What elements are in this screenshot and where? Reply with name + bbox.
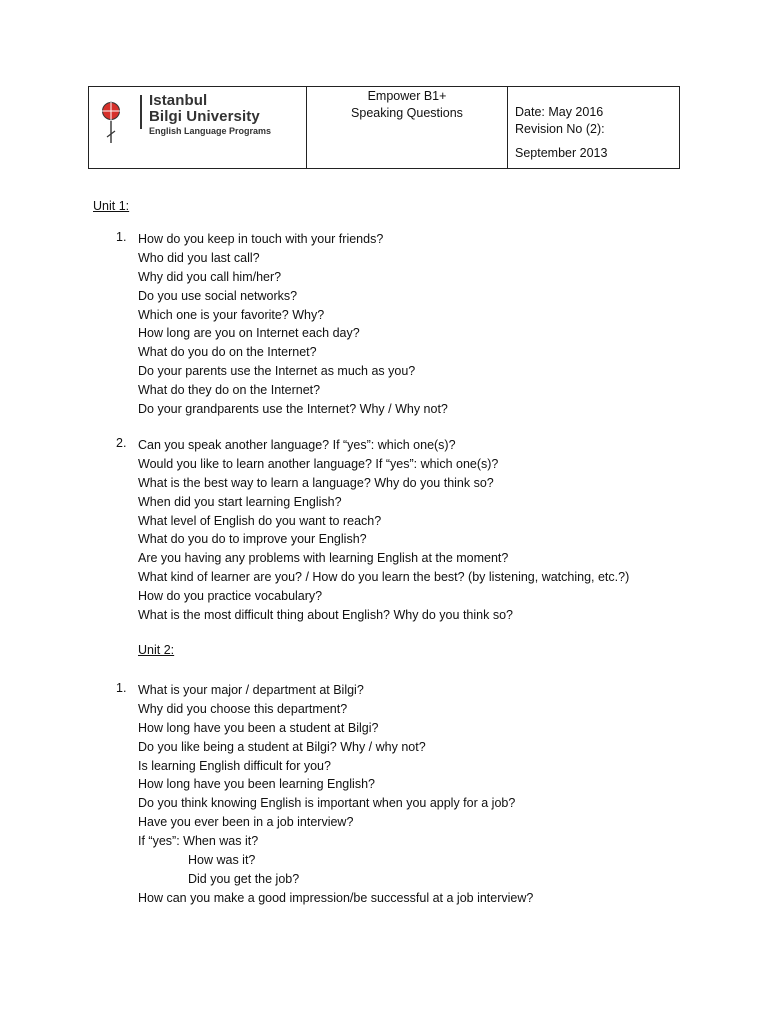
- question-number: 2.: [116, 436, 127, 450]
- logo-cell: [89, 87, 307, 168]
- title-cell: [307, 87, 508, 168]
- question-line: Why did you choose this department?: [138, 701, 348, 716]
- question-line: When did you start learning English?: [138, 494, 342, 509]
- question-line: Do you like being a student at Bilgi? Why / why not?: [138, 739, 426, 754]
- logo-text: [149, 93, 271, 136]
- document-header-table: [88, 86, 680, 169]
- document-date: Date: May 2016: [515, 105, 604, 119]
- question-line: Why did you call him/her?: [138, 269, 282, 284]
- question-line: If “yes”: When was it?: [138, 834, 259, 849]
- question-line: Have you ever been in a job interview?: [138, 815, 354, 830]
- question-line: Do you think knowing English is important when you apply for a job?: [138, 796, 516, 811]
- question-line: What is your major / department at Bilgi?: [138, 683, 364, 697]
- question-line: What kind of learner are you? / How do you learn the best? (by listening, watching, etc.?): [138, 570, 630, 585]
- question-line: Did you get the job?: [188, 871, 300, 886]
- question-line: What do you do to improve your English?: [138, 532, 367, 547]
- question-line: Which one is your favorite? Why?: [138, 307, 325, 322]
- question-line: How long have you been learning English?: [138, 777, 375, 792]
- question-line: What is the most difficult thing about English? Why do you think so?: [138, 608, 513, 623]
- question-line: Are you having any problems with learning English at the moment?: [138, 551, 509, 566]
- question-line: Is learning English difficult for you?: [138, 758, 331, 773]
- question-line: How long have you been a student at Bilgi?: [138, 720, 379, 735]
- question-line: Do your grandparents use the Internet? Why / Why not?: [138, 402, 448, 417]
- document-subtitle: Speaking Questions: [351, 106, 463, 120]
- question-line: How was it?: [188, 853, 256, 868]
- question-line: Do your parents use the Internet as much as you?: [138, 364, 416, 379]
- question-line: Can you speak another language? If “yes”: which one(s)?: [138, 438, 456, 452]
- unit-2-question-1: [116, 681, 533, 908]
- question-line: How long are you on Internet each day?: [138, 326, 360, 341]
- question-line: What do you do on the Internet?: [138, 345, 317, 360]
- document-title: Empower B1+: [367, 89, 447, 103]
- logo-line-istanbul: Istanbul: [149, 92, 208, 109]
- question-line: Would you like to learn another language? If “yes”: which one(s)?: [138, 456, 499, 471]
- meta-cell: [508, 87, 679, 168]
- unit-1-heading: Unit 1:: [93, 199, 130, 213]
- logo-divider: [140, 95, 142, 129]
- question-line: What do they do on the Internet?: [138, 383, 321, 398]
- revision-date: September 2013: [515, 146, 608, 160]
- question-number: 1.: [116, 681, 127, 695]
- question-line: How can you make a good impression/be successful at a job interview?: [138, 890, 534, 905]
- logo-line-programs: English Language Programs: [149, 126, 272, 136]
- question-line: Do you use social networks?: [138, 288, 298, 303]
- question-line: How do you practice vocabulary?: [138, 589, 323, 604]
- university-logo-icon: [98, 97, 124, 143]
- question-line: Who did you last call?: [138, 250, 260, 265]
- unit-1-question-1: [116, 230, 448, 419]
- revision-number: Revision No (2):: [515, 122, 605, 136]
- unit-1-question-2: [116, 436, 629, 625]
- question-line: What level of English do you want to reach?: [138, 513, 382, 528]
- logo-line-university: Bilgi University: [149, 108, 260, 125]
- question-line: How do you keep in touch with your friends?: [138, 232, 384, 246]
- question-line: What is the best way to learn a language? Why do you think so?: [138, 475, 494, 490]
- unit-2-heading: Unit 2:: [138, 643, 175, 657]
- question-number: 1.: [116, 230, 127, 244]
